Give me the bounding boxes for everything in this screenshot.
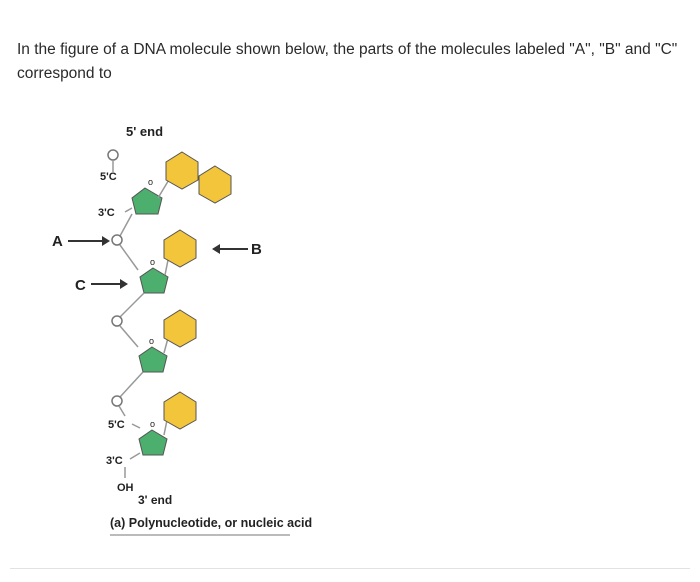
ring-oxygen-label: o xyxy=(149,336,155,346)
sugar-pentagon xyxy=(139,347,167,372)
sugar-pentagon xyxy=(140,268,168,293)
ring-oxygen-label: o xyxy=(148,177,154,187)
figure-caption: (a) Polynucleotide, or nucleic acid xyxy=(110,516,313,530)
phosphate-circle xyxy=(112,396,122,406)
phosphate-circle xyxy=(108,150,118,160)
label-b: B xyxy=(251,241,262,258)
arrow-a-head xyxy=(102,236,110,246)
ring-oxygen-label: o xyxy=(150,419,156,429)
phosphate-circle-a xyxy=(112,235,122,245)
backbone-line xyxy=(120,293,144,317)
question-text: In the figure of a DNA molecule shown below, the parts of the molecules labeled "A", "B" and "C" correspond to xyxy=(17,41,678,82)
label-3c-top: 3'C xyxy=(98,207,115,219)
label-c: C xyxy=(75,277,86,294)
label-3c-bottom: 3'C xyxy=(106,455,123,467)
backbone-line xyxy=(120,326,138,347)
label-5c-top: 5'C xyxy=(100,171,117,183)
label-a: A xyxy=(52,233,63,250)
base-hexagon xyxy=(166,152,198,189)
backbone-line xyxy=(132,424,140,428)
backbone-line xyxy=(125,208,132,212)
arrow-c-head xyxy=(120,279,128,289)
label-oh: OH xyxy=(117,482,134,494)
base-hexagon xyxy=(164,310,196,347)
three-prime-end-label: 3' end xyxy=(138,493,173,507)
base-hexagon xyxy=(164,392,196,429)
arrow-b-head xyxy=(212,244,220,254)
dna-figure xyxy=(40,110,340,540)
sugar-pentagon xyxy=(132,188,162,214)
backbone-line xyxy=(120,214,132,236)
phosphate-circle xyxy=(112,316,122,326)
glycosidic-bond xyxy=(165,260,168,275)
backbone-line xyxy=(120,372,143,397)
copyright-smudge xyxy=(110,534,290,536)
base-hexagon xyxy=(199,166,231,203)
sugar-pentagon xyxy=(139,430,167,455)
backbone-line xyxy=(119,406,125,416)
five-prime-end-label: 5' end xyxy=(126,124,164,139)
divider xyxy=(10,568,690,569)
ring-oxygen-label: o xyxy=(150,257,156,267)
label-5c-bottom: 5'C xyxy=(108,419,125,431)
base-hexagon-b xyxy=(164,230,196,267)
glycosidic-bond xyxy=(164,420,167,435)
backbone-line xyxy=(120,245,138,270)
backbone-line xyxy=(130,453,140,459)
